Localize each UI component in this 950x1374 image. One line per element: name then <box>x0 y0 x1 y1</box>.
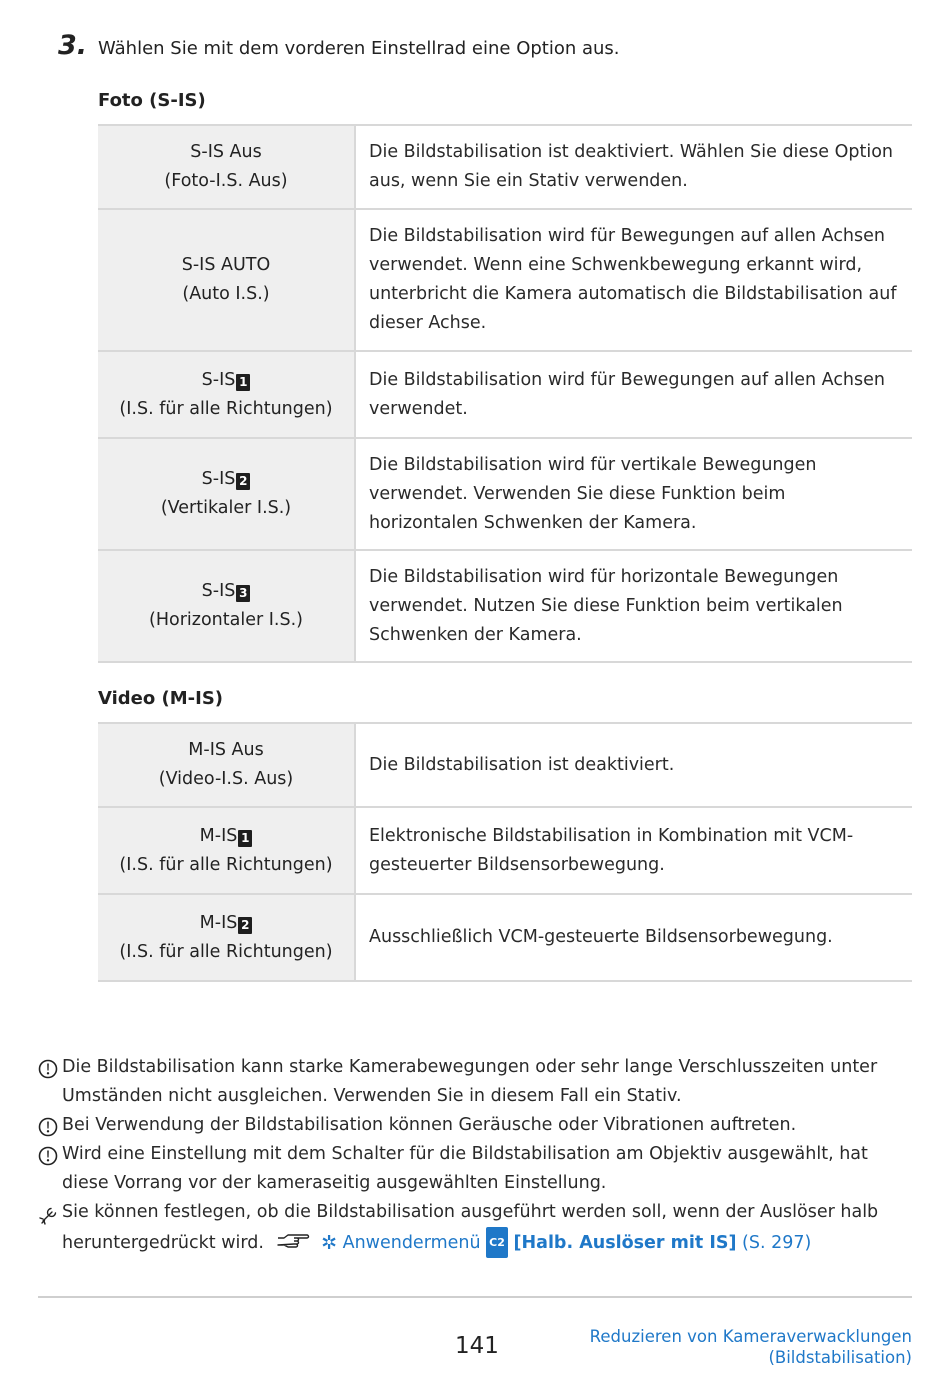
option-subname: (Horizontaler I.S.) <box>149 610 303 630</box>
caution-icon <box>38 1059 58 1089</box>
option-subname: (Video-I.S. Aus) <box>158 769 294 789</box>
option-description: Die Bildstabilisation wird für Bewegungen auf allen Achsen verwendet. Wenn eine Schwenkbewegung erkannt wird, unterbricht die Kamera automatisch die Bildstabilisation auf dieser Achse. <box>355 209 912 351</box>
option-name-line <box>104 465 348 494</box>
option-name-cell <box>98 125 355 209</box>
chapter-title-link[interactable] <box>590 1326 912 1368</box>
step-text: Wählen Sie mit dem vorderen Einstellrad eine Option aus. <box>98 38 620 59</box>
photo-options-table <box>98 124 912 663</box>
option-name-cell <box>98 723 355 807</box>
option-name-cell <box>98 438 355 550</box>
option-name-cell <box>98 894 355 981</box>
footer-divider <box>38 1296 912 1298</box>
option-name-line <box>104 366 348 395</box>
caution-note <box>38 1053 913 1111</box>
option-name-cell <box>98 209 355 351</box>
table-row <box>98 438 912 550</box>
option-name-line <box>104 577 348 606</box>
option-name: M-IS <box>199 912 238 933</box>
caution-text: Bei Verwendung der Bildstabilisation können Geräusche oder Vibrationen auftreten. <box>62 1115 797 1135</box>
table-row <box>98 209 912 351</box>
option-name: S-IS <box>201 369 236 390</box>
menu-tab-badge: C2 <box>486 1227 508 1258</box>
pointing-hand-icon <box>276 1231 310 1260</box>
page-number: 141 <box>455 1333 499 1359</box>
option-name: M-IS Aus <box>188 740 264 760</box>
option-name: S-IS AUTO <box>181 255 271 275</box>
caution-text: Die Bildstabilisation kann starke Kamerabewegungen oder sehr lange Verschlusszeiten unter Umständen nicht ausgleichen. Verwenden Sie in diesem Fall ein Stativ. <box>62 1057 878 1106</box>
mode-number-badge: 1 <box>236 374 250 391</box>
caution-icon <box>38 1146 58 1176</box>
table-row <box>98 125 912 209</box>
photo-section-title: Foto (S-IS) <box>98 90 206 111</box>
table-row <box>98 723 912 807</box>
option-subname: (I.S. für alle Richtungen) <box>119 854 333 875</box>
option-name: M-IS <box>199 825 238 846</box>
caution-text: Wird eine Einstellung mit dem Schalter für die Bildstabilisation am Objektiv ausgewählt, hat diese Vorrang vor der kameraseitig ausgewählten Einstellung. <box>62 1144 868 1193</box>
video-section-title: Video (M-IS) <box>98 688 224 709</box>
chapter-title-line: Reduzieren von Kameraverwacklungen <box>589 1327 912 1346</box>
step-3 <box>58 30 620 61</box>
option-name-cell <box>98 550 355 662</box>
option-description: Ausschließlich VCM-gesteuerte Bildsensorbewegung. <box>355 894 912 981</box>
mode-number-badge: 3 <box>236 585 250 602</box>
option-description: Die Bildstabilisation wird für Bewegungen auf allen Achsen verwendet. <box>355 351 912 438</box>
mode-number-badge: 2 <box>238 917 252 934</box>
step-number: 3. <box>58 30 88 61</box>
option-subname: (I.S. für alle Richtungen) <box>119 941 333 962</box>
menu-name: Anwendermenü <box>342 1233 481 1253</box>
option-subname: (Foto-I.S. Aus) <box>164 171 288 191</box>
option-description: Die Bildstabilisation wird für vertikale Bewegungen verwendet. Verwenden Sie diese Funktion beim horizontalen Schwenken der Kamera. <box>355 438 912 550</box>
caution-note <box>38 1140 913 1198</box>
option-description: Die Bildstabilisation ist deaktiviert. <box>355 723 912 807</box>
option-subname: (Auto I.S.) <box>182 284 270 304</box>
option-name-cell <box>98 351 355 438</box>
tip-note <box>38 1198 913 1260</box>
option-subname: (I.S. für alle Richtungen) <box>119 398 333 419</box>
caution-note <box>38 1111 913 1140</box>
option-name: S-IS <box>201 469 236 489</box>
table-row <box>98 894 912 981</box>
option-name: S-IS Aus <box>190 142 262 162</box>
option-name-line <box>104 822 348 851</box>
option-description: Elektronische Bildstabilisation in Kombination mit VCM-gesteuerter Bildsensorbewegung. <box>355 807 912 894</box>
table-row <box>98 807 912 894</box>
chapter-title-line: (Bildstabilisation) <box>768 1348 912 1367</box>
notes-section <box>38 1053 913 1260</box>
tip-icon <box>38 1204 60 1236</box>
option-name-cell <box>98 807 355 894</box>
menu-reference-link[interactable] <box>321 1233 811 1253</box>
gear-icon: ✲ <box>321 1232 338 1254</box>
option-subname: (Vertikaler I.S.) <box>160 498 292 518</box>
mode-number-badge: 1 <box>238 830 252 847</box>
menu-item-name: [Halb. Auslöser mit IS] <box>513 1233 737 1253</box>
mode-number-badge: 2 <box>236 473 250 490</box>
option-name: S-IS <box>201 581 236 601</box>
video-options-table <box>98 722 912 982</box>
option-name-line <box>104 909 348 938</box>
page-reference: (S. 297) <box>742 1233 812 1253</box>
table-row <box>98 351 912 438</box>
table-row <box>98 550 912 662</box>
tip-text: Sie können festlegen, ob die Bildstabilisation ausgeführt werden soll, wenn der Auslöser halb heruntergedrückt wird. <box>62 1202 879 1253</box>
option-description: Die Bildstabilisation ist deaktiviert. Wählen Sie diese Option aus, wenn Sie ein Stativ verwenden. <box>355 125 912 209</box>
option-description: Die Bildstabilisation wird für horizontale Bewegungen verwendet. Nutzen Sie diese Funktion beim vertikalen Schwenken der Kamera. <box>355 550 912 662</box>
